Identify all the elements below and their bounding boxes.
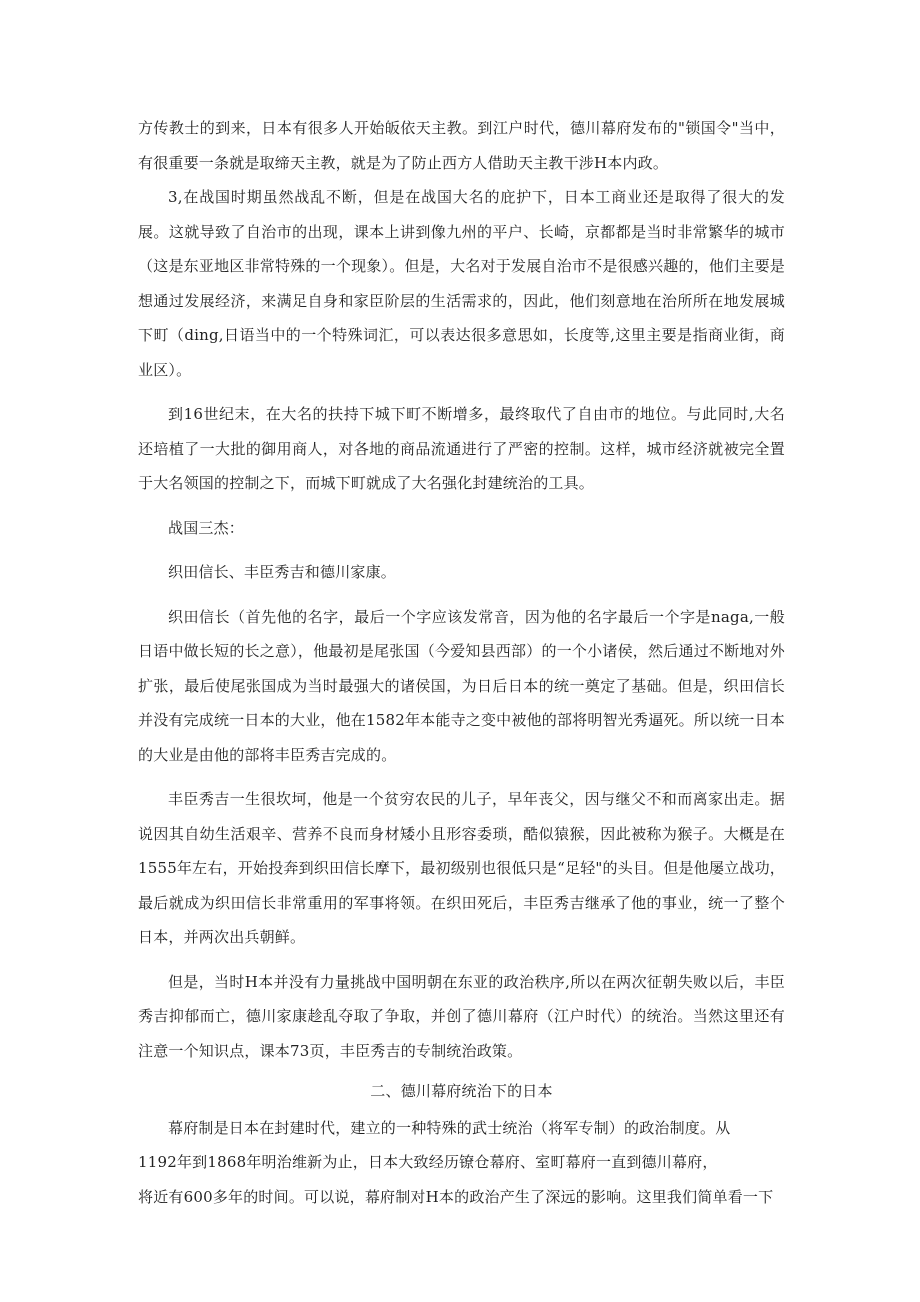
paragraph-shogunate-intro: 幕府制是日本在封建时代，建立的一种特殊的武士统治（将军专制）的政治制度。从 bbox=[168, 1118, 731, 1137]
document-body bbox=[138, 111, 785, 1214]
paragraph-catholicism: 方传教士的到来，日本有很多人开始皈依天主教。到江户时代，德川幕府发布的"锁国令"当中，有很重要一条就是取缔天主教，就是为了防止西方人借助天主教干涉H本内政。 bbox=[138, 119, 785, 172]
paragraph-self-governing-cities: 3,在战国时期虽然战乱不断，但是在战国大名的庇护下，日本工商业还是取得了很大的发展。这就导致了自治市的出现，课本上讲到像九州的平户、长崎，京都都是当时非常繁华的城市（这是东亚地区非常特殊的一个现象）。但是，大名对于发展自治市不是很感兴趣的，他们主要是想通过发展经济，来满足自身和家臣阶层的生活需求的，因此，他们刻意地在治所所在地发展城下町（ding,日语当中的一个特殊词汇，可以表达很多意思如，长度等,这里主要是指商业街，商业区）。 bbox=[138, 188, 785, 379]
paragraph-toyotomi-hideyoshi: 丰臣秀吉一生很坎坷，他是一个贫穷农民的儿子，早年丧父，因与继父不和而离家出走。据说因其自幼生活艰辛、营养不良而身材矮小且形容委琐，酷似猿猴，因此被称为猴子。大概是在1555年左右，开始投奔到织田信长摩下，最初级别也很低只是“足轻"的头目。但是他屡立战功，最后就成为织田信长非常重用的军事将领。在织田死后，丰臣秀吉继承了他的事业，统一了整个日本，并两次出兵朝鲜。 bbox=[138, 790, 785, 946]
paragraph-shogunate-influence: 将近有600多年的时间。可以说，幕府制对H本的政治产生了深远的影响。这里我们简单看一下 bbox=[138, 1187, 774, 1206]
paragraph-three-heroes-label: 战国三杰： bbox=[168, 518, 245, 537]
section-heading: 二、德川幕府统治下的日本 bbox=[370, 1082, 553, 1100]
paragraph-three-heroes-names: 织田信长、丰臣秀吉和德川家康。 bbox=[168, 563, 397, 581]
paragraph-oda-nobunaga: 织田信长（首先他的名字，最后一个字应该发常音，因为他的名字最后一个字是naga,一般日语中做长短的长之意），他最初是尾张国（今爱知县西部）的一个小诸侯，然后通过不断地对外扩张，最后使尾张国成为当时最强大的诸侯国，为日后日本的统一奠定了基础。但是，织田信长并没有完成统一日本的大业，他在1582年本能寺之变中被他的部将明智光秀逼死。所以统一日本的大业是由他的部将丰臣秀吉完成的。 bbox=[138, 607, 785, 764]
paragraph-castle-towns: 到16世纪末，在大名的扶持下城下町不断增多，最终取代了自由市的地位。与此同时,大名还培植了一大批的御用商人，对各地的商品流通进行了严密的控制。这样，城市经济就被完全置于大名领国的控制之下，而城下町就成了大名强化封建统治的工具。 bbox=[138, 405, 785, 492]
paragraph-shogunate-years: 1192年到1868年明治维新为止，日本大致经历镣仓幕府、室町幕府一直到德川幕府， bbox=[138, 1153, 718, 1171]
paragraph-tokugawa-rise: 但是，当时H本并没有力量挑战中国明朝在东亚的政治秩序,所以在两次征朝失败以后，丰臣秀吉抑郁而亡，德川家康趁乱夺取了争取，并创了德川幕府（江户时代）的统治。当然这里还有注意一个知识点，课本73页，丰臣秀吉的专制统治政策。 bbox=[138, 972, 785, 1060]
